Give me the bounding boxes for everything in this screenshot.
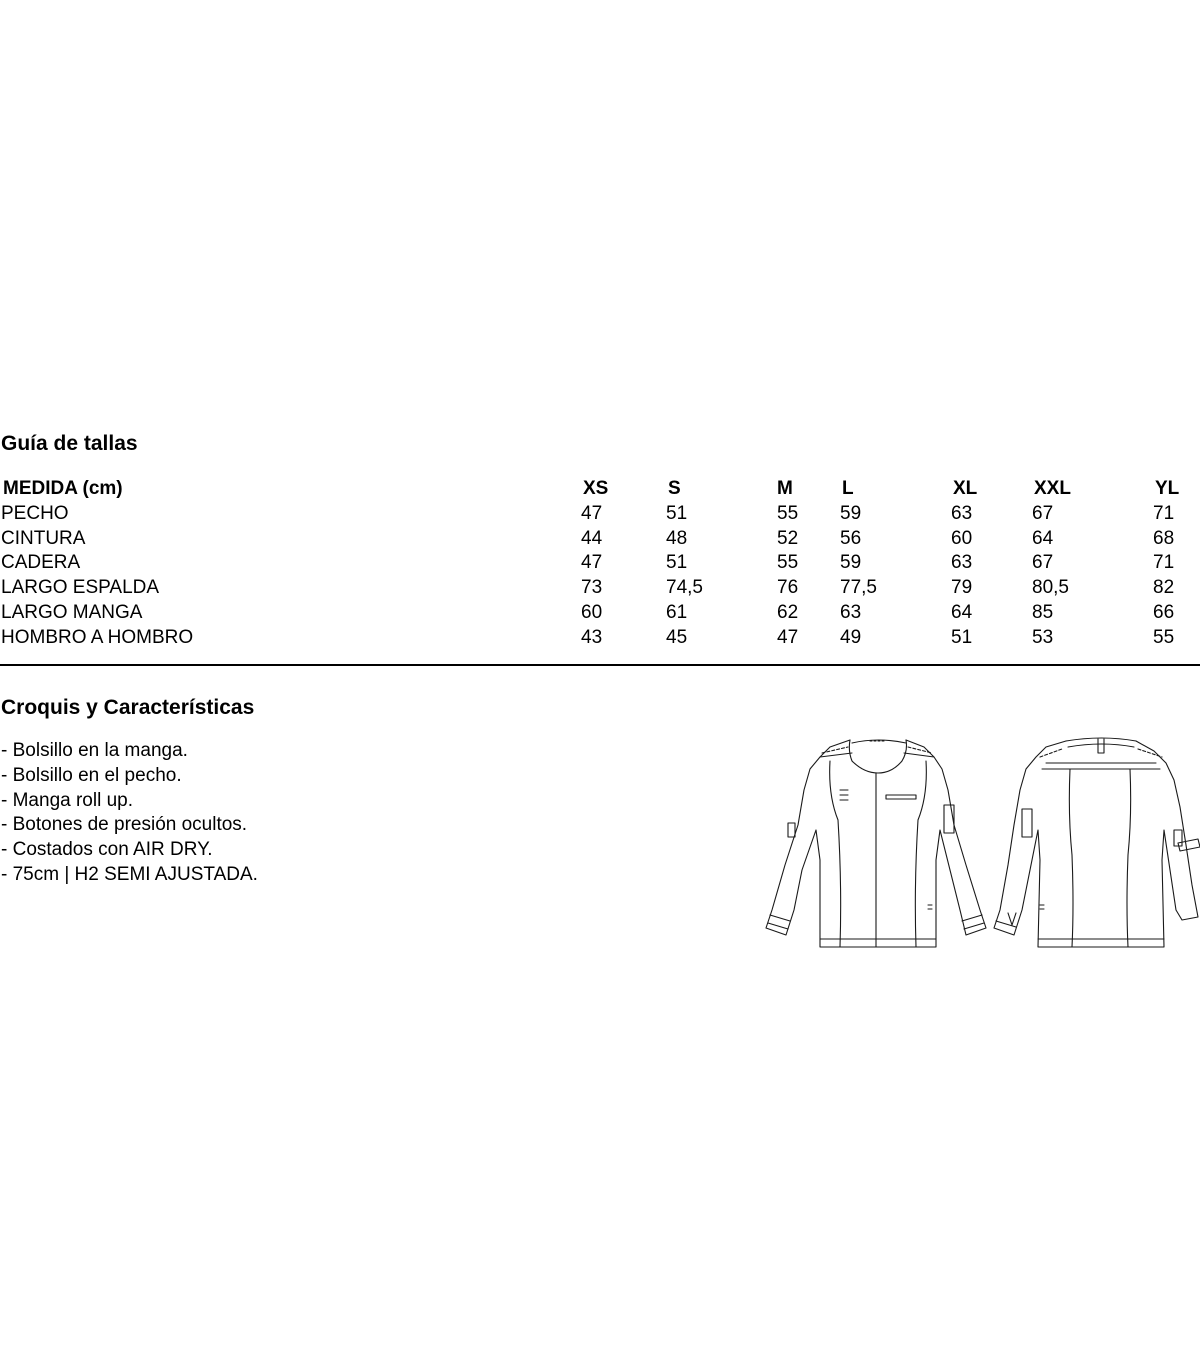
table-cell: 74,5: [666, 577, 703, 599]
table-row: [0, 527, 1200, 552]
table-cell: 59: [840, 552, 862, 574]
table-cell: 55: [777, 552, 799, 574]
list-item: - Bolsillo en el pecho.: [1, 764, 182, 786]
table-cell: 47: [777, 626, 799, 648]
list-item: - 75cm | H2 SEMI AJUSTADA.: [1, 863, 258, 885]
table-row: [0, 601, 1200, 626]
table-cell: 67: [1032, 502, 1054, 524]
table-cell: 61: [666, 601, 688, 623]
table-cell: 45: [666, 626, 688, 648]
table-row: [0, 551, 1200, 576]
list-item: - Botones de presión ocultos.: [1, 814, 248, 836]
table-cell: 64: [951, 601, 973, 623]
table-cell: 67: [1032, 552, 1054, 574]
size-header-m: M: [777, 478, 793, 499]
table-cell: 60: [581, 601, 603, 623]
table-cell: 77,5: [840, 577, 877, 599]
table-cell: 68: [1153, 527, 1175, 549]
table-cell: 79: [951, 577, 973, 599]
table-cell: 55: [777, 502, 799, 524]
row-label: LARGO ESPALDA: [1, 577, 160, 599]
row-label: LARGO MANGA: [1, 601, 143, 623]
size-table-header: [0, 477, 1200, 502]
size-header-xl: XL: [953, 478, 978, 499]
measure-column-header: MEDIDA (cm): [3, 478, 123, 499]
jacket-back-icon: [994, 738, 1200, 947]
size-header-yl: YL: [1155, 478, 1180, 499]
table-cell: 52: [777, 527, 799, 549]
table-cell: 64: [1032, 527, 1054, 549]
table-cell: 71: [1153, 502, 1175, 524]
table-cell: 63: [951, 552, 973, 574]
table-cell: 51: [951, 626, 973, 648]
row-label: CINTURA: [1, 527, 86, 549]
list-item: - Costados con AIR DRY.: [1, 839, 213, 861]
table-cell: 43: [581, 626, 603, 648]
table-cell: 51: [666, 502, 688, 524]
table-row: [0, 502, 1200, 527]
table-row: [0, 576, 1200, 601]
table-cell: 85: [1032, 601, 1054, 623]
table-cell: 59: [840, 502, 862, 524]
list-item: - Bolsillo en la manga.: [1, 740, 188, 761]
table-cell: 76: [777, 577, 799, 599]
size-guide-title: Guía de tallas: [1, 432, 138, 455]
table-cell: 48: [666, 527, 688, 549]
table-cell: 80,5: [1032, 577, 1069, 599]
jacket-sketch: [760, 735, 1200, 953]
table-cell: 73: [581, 577, 603, 599]
table-cell: 60: [951, 527, 973, 549]
table-cell: 63: [840, 601, 862, 623]
row-label: HOMBRO A HOMBRO: [1, 626, 194, 648]
table-cell: 71: [1153, 552, 1175, 574]
table-cell: 49: [840, 626, 862, 648]
table-cell: 63: [951, 502, 973, 524]
feature-list: [1, 739, 258, 888]
table-cell: 56: [840, 527, 862, 549]
jacket-front-icon: [766, 740, 986, 947]
table-cell: 47: [581, 552, 603, 574]
table-row: [0, 626, 1200, 651]
size-header-s: S: [668, 478, 681, 499]
table-cell: 44: [581, 527, 603, 549]
table-cell: 51: [666, 552, 688, 574]
list-item: - Manga roll up.: [1, 789, 134, 811]
size-table: [0, 477, 1200, 651]
row-label: CADERA: [1, 552, 81, 574]
size-header-l: L: [842, 478, 854, 499]
size-header-xxl: XXL: [1034, 478, 1071, 499]
size-header-xs: XS: [583, 478, 609, 499]
row-label: PECHO: [1, 502, 69, 524]
table-cell: 62: [777, 601, 799, 623]
table-cell: 53: [1032, 626, 1054, 648]
table-cell: 47: [581, 502, 603, 524]
table-cell: 66: [1153, 601, 1175, 623]
sketch-section-title: Croquis y Características: [1, 696, 255, 719]
section-divider: [0, 664, 1200, 666]
table-cell: 82: [1153, 577, 1175, 599]
table-cell: 55: [1153, 626, 1175, 648]
